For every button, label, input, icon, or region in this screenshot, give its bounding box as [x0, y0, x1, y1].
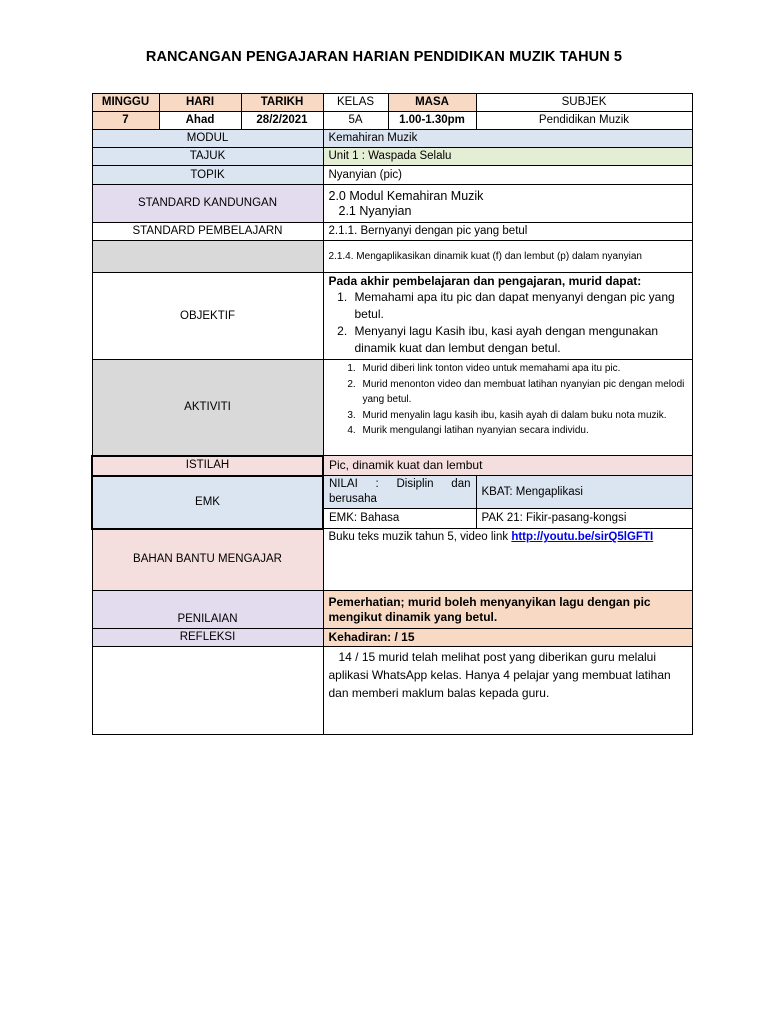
istilah-value: Pic, dinamik kuat dan lembut — [323, 456, 692, 476]
refleksi-text: 14 / 15 murid telah melihat post yang diberikan guru melalui aplikasi WhatsApp kelas. Hanya 4 pelajar yang membuat latihan dan memberi maklum balas kepada guru. — [323, 647, 692, 735]
masa-value: 1.00-1.30pm — [388, 112, 476, 130]
emk-bahasa: EMK: Bahasa — [323, 509, 476, 529]
topik-label: TOPIK — [92, 166, 323, 185]
aktiviti-row — [92, 360, 692, 456]
refleksi-label: REFLEKSI — [92, 629, 323, 647]
header-value-row — [92, 112, 692, 130]
standard-kandungan-line1: 2.0 Modul Kemahiran Muzik — [328, 188, 484, 203]
objektif-item: 2. Menyanyi lagu Kasih ibu, kasi ayah dengan mengunakan dinamik kuat dan lembut dengan betul. — [351, 323, 687, 357]
header-label-row — [92, 94, 692, 112]
standard-kandungan-line2: 2.1 Nyanyian — [338, 203, 412, 218]
objektif-list — [329, 289, 687, 357]
istilah-row — [92, 456, 692, 476]
kelas-value: 5A — [323, 112, 388, 130]
refleksi-empty-cell — [92, 647, 323, 735]
modul-row — [92, 130, 692, 148]
tarikh-label: TARIKH — [241, 94, 323, 112]
penilaian-row — [92, 591, 692, 629]
kehadiran-value: Kehadiran: / 15 — [323, 629, 692, 647]
tajuk-value: Unit 1 : Waspada Selalu — [323, 148, 692, 166]
objektif-item: 1. Memahami apa itu pic dan dapat menyanyi dengan pic yang betul. — [351, 289, 687, 323]
minggu-value: 7 — [92, 112, 159, 130]
bbm-value — [323, 529, 692, 591]
tarikh-value: 28/2/2021 — [241, 112, 323, 130]
emk-label: EMK — [92, 476, 323, 529]
standard-pembelajaran-label: STANDARD PEMBELAJARN — [92, 223, 323, 241]
objektif-label: OBJEKTIF — [92, 273, 323, 360]
istilah-label: ISTILAH — [92, 456, 323, 476]
standard-kandungan-value — [323, 185, 692, 223]
lesson-plan-table — [91, 93, 693, 735]
kelas-label: KELAS — [323, 94, 388, 112]
minggu-label: MINGGU — [92, 94, 159, 112]
emk-kbat: KBAT: Mengaplikasi — [476, 476, 692, 509]
hari-label: HARI — [159, 94, 241, 112]
bbm-text: Buku teks muzik tahun 5, video link — [328, 531, 512, 543]
penilaian-value: Pemerhatian; murid boleh menyanyikan lagu dengan pic mengikut dinamik yang betul. — [323, 591, 692, 629]
emk-row-1 — [92, 476, 692, 509]
tajuk-row — [92, 148, 692, 166]
tajuk-label: TAJUK — [92, 148, 323, 166]
aktiviti-content — [323, 360, 692, 456]
standard-pembelajaran-extra: 2.1.4. Mengaplikasikan dinamik kuat (f) dan lembut (p) dalam nyanyian — [323, 241, 692, 273]
standard-pembelajaran-row — [92, 223, 692, 241]
hari-value: Ahad — [159, 112, 241, 130]
standard-pembelajaran-value: 2.1.1. Bernyanyi dengan pic yang betul — [323, 223, 692, 241]
bbm-row — [92, 529, 692, 591]
aktiviti-label: AKTIVITI — [92, 360, 323, 456]
refleksi-row — [92, 629, 692, 647]
standard-pembelajaran-extra-row — [92, 241, 692, 273]
emk-nilai: NILAI : Disiplin dan berusaha — [323, 476, 476, 509]
subjek-value: Pendidikan Muzik — [476, 112, 692, 130]
standard-kandungan-label: STANDARD KANDUNGAN — [92, 185, 323, 223]
modul-value: Kemahiran Muzik — [323, 130, 692, 148]
aktiviti-item: 3. Murid menyalin lagu kasih ibu, kasih ayah di dalam buku nota muzik. — [359, 408, 687, 424]
emk-pak: PAK 21: Fikir-pasang-kongsi — [476, 509, 692, 529]
objektif-row — [92, 273, 692, 360]
bbm-label: BAHAN BANTU MENGAJAR — [92, 529, 323, 591]
modul-label: MODUL — [92, 130, 323, 148]
objektif-content — [323, 273, 692, 360]
aktiviti-item: 4. Murik mengulangi latihan nyanyian secara individu. — [359, 423, 687, 439]
topik-value: Nyanyian (pic) — [323, 166, 692, 185]
page-title: RANCANGAN PENGAJARAN HARIAN PENDIDIKAN MUZIK TAHUN 5 — [145, 49, 623, 65]
subjek-label: SUBJEK — [476, 94, 692, 112]
video-link[interactable]: http://youtu.be/sirQ5lGFTI — [511, 531, 654, 543]
refleksi-text-row — [92, 647, 692, 735]
aktiviti-item: 1. Murid diberi link tonton video untuk memahami apa itu pic. — [359, 361, 687, 377]
penilaian-label: PENILAIAN — [92, 591, 323, 629]
grey-empty-cell — [92, 241, 323, 273]
standard-kandungan-row — [92, 185, 692, 223]
aktiviti-list — [329, 361, 687, 439]
masa-label: MASA — [388, 94, 476, 112]
objektif-intro: Pada akhir pembelajaran dan pengajaran, murid dapat: — [328, 274, 642, 288]
aktiviti-item: 2. Murid menonton video dan membuat latihan nyanyian pic dengan melodi yang betul. — [359, 377, 687, 408]
topik-row — [92, 166, 692, 185]
